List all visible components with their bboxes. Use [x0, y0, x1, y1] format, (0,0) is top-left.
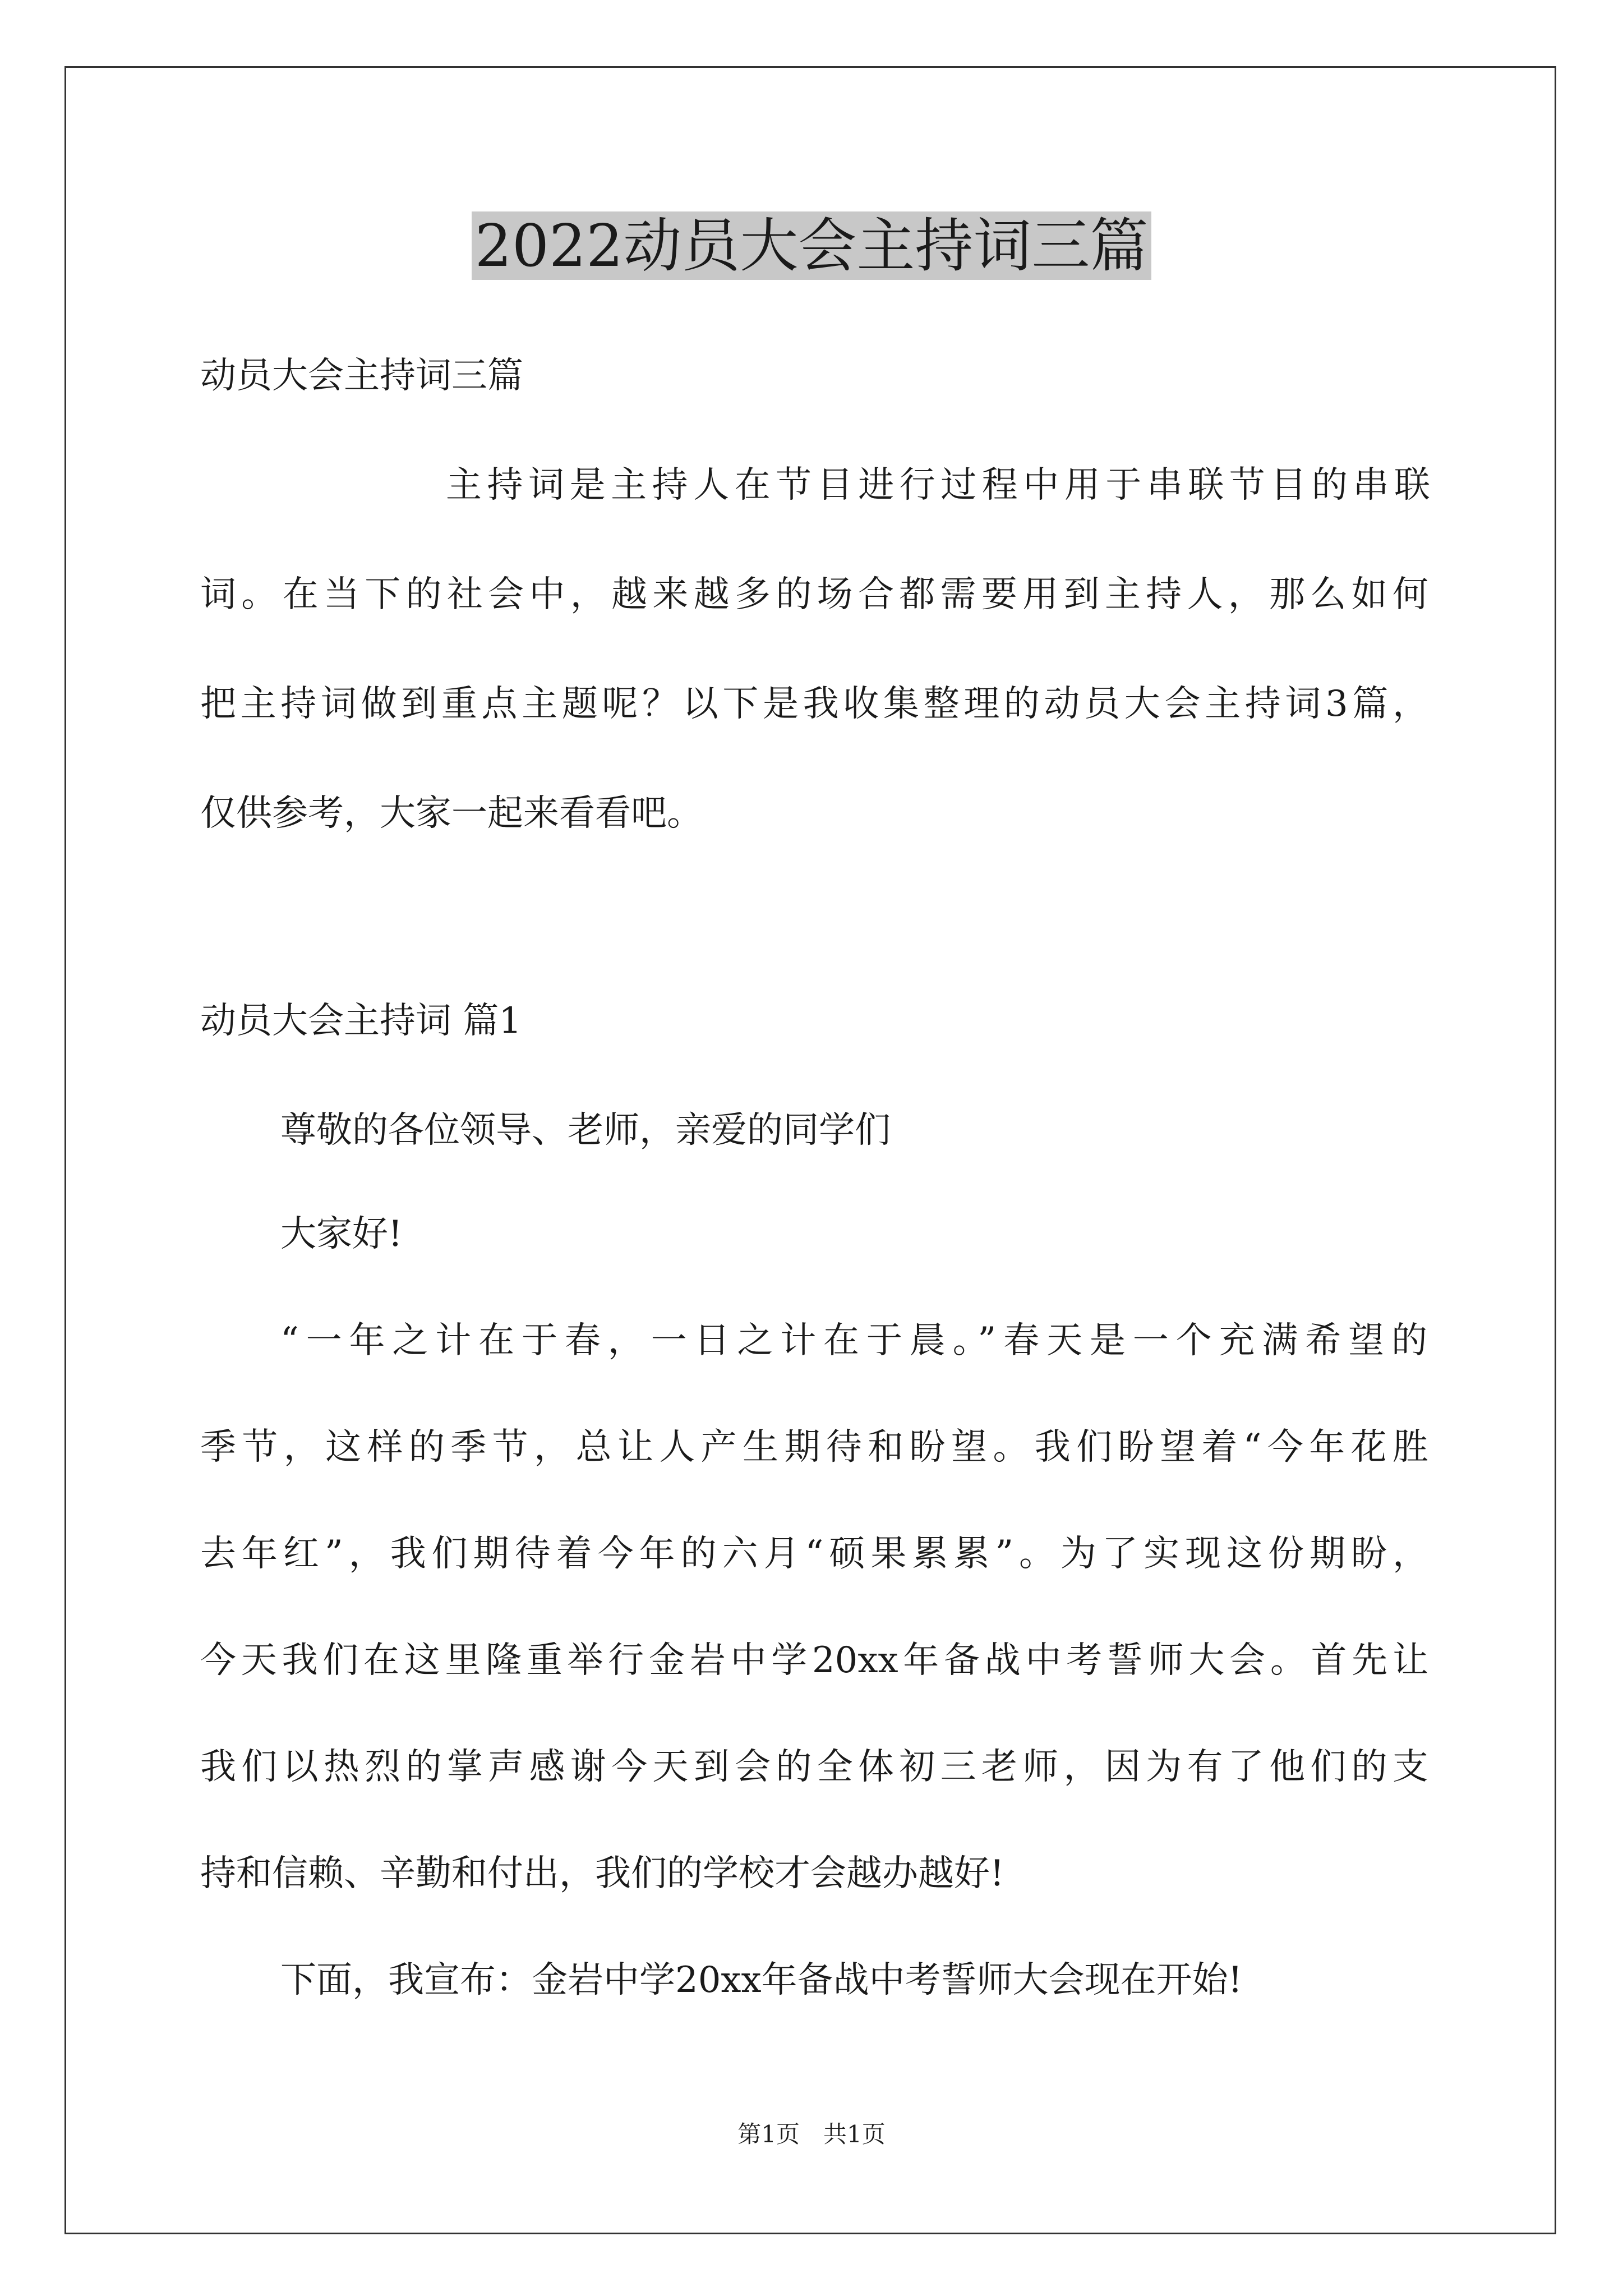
document-title-text: 2022动员大会主持词三篇 — [472, 211, 1152, 280]
intro-line-3: 把主持词做到重点主题呢？以下是我收集整理的动员大会主持词3篇， — [200, 683, 1428, 725]
intro-line-1: 主持词是主持人在节目进行过程中用于串联节目的串联 — [446, 464, 1430, 506]
intro-line-2: 词。在当下的社会中，越来越多的场合都需要用到主持人，那么如何 — [200, 574, 1428, 615]
document-subtitle: 动员大会主持词三篇 — [200, 355, 523, 397]
section-heading: 动员大会主持词 篇1 — [200, 1000, 522, 1042]
greeting-line: 尊敬的各位领导、老师，亲爱的同学们 — [280, 1110, 891, 1151]
intro-line-4: 仅供参考，大家一起来看看吧。 — [200, 793, 703, 834]
body-line-6: 持和信赖、辛勤和付出，我们的学校才会越办越好! — [200, 1853, 1004, 1894]
announcement-line: 下面，我宣布：金岩中学20xx年备战中考誓师大会现在开始! — [280, 1959, 1243, 2001]
body-line-4: 今天我们在这里隆重举行金岩中学20xx年备战中考誓师大会。首先让 — [200, 1640, 1428, 1681]
page-footer: 第1页 共1页 — [737, 2120, 886, 2148]
body-line-1: “一年之计在于春，一日之计在于晨。”春天是一个充满希望的 — [280, 1320, 1427, 1361]
body-line-5: 我们以热烈的掌声感谢今天到会的全体初三老师，因为有了他们的支 — [200, 1746, 1428, 1788]
body-line-2: 季节，这样的季节，总让人产生期待和盼望。我们盼望着“今年花胜 — [200, 1427, 1428, 1468]
hello-line: 大家好! — [280, 1213, 403, 1255]
body-line-3: 去年红”，我们期待着今年的六月“硕果累累”。为了实现这份期盼， — [200, 1533, 1428, 1575]
document-title — [0, 206, 1623, 285]
